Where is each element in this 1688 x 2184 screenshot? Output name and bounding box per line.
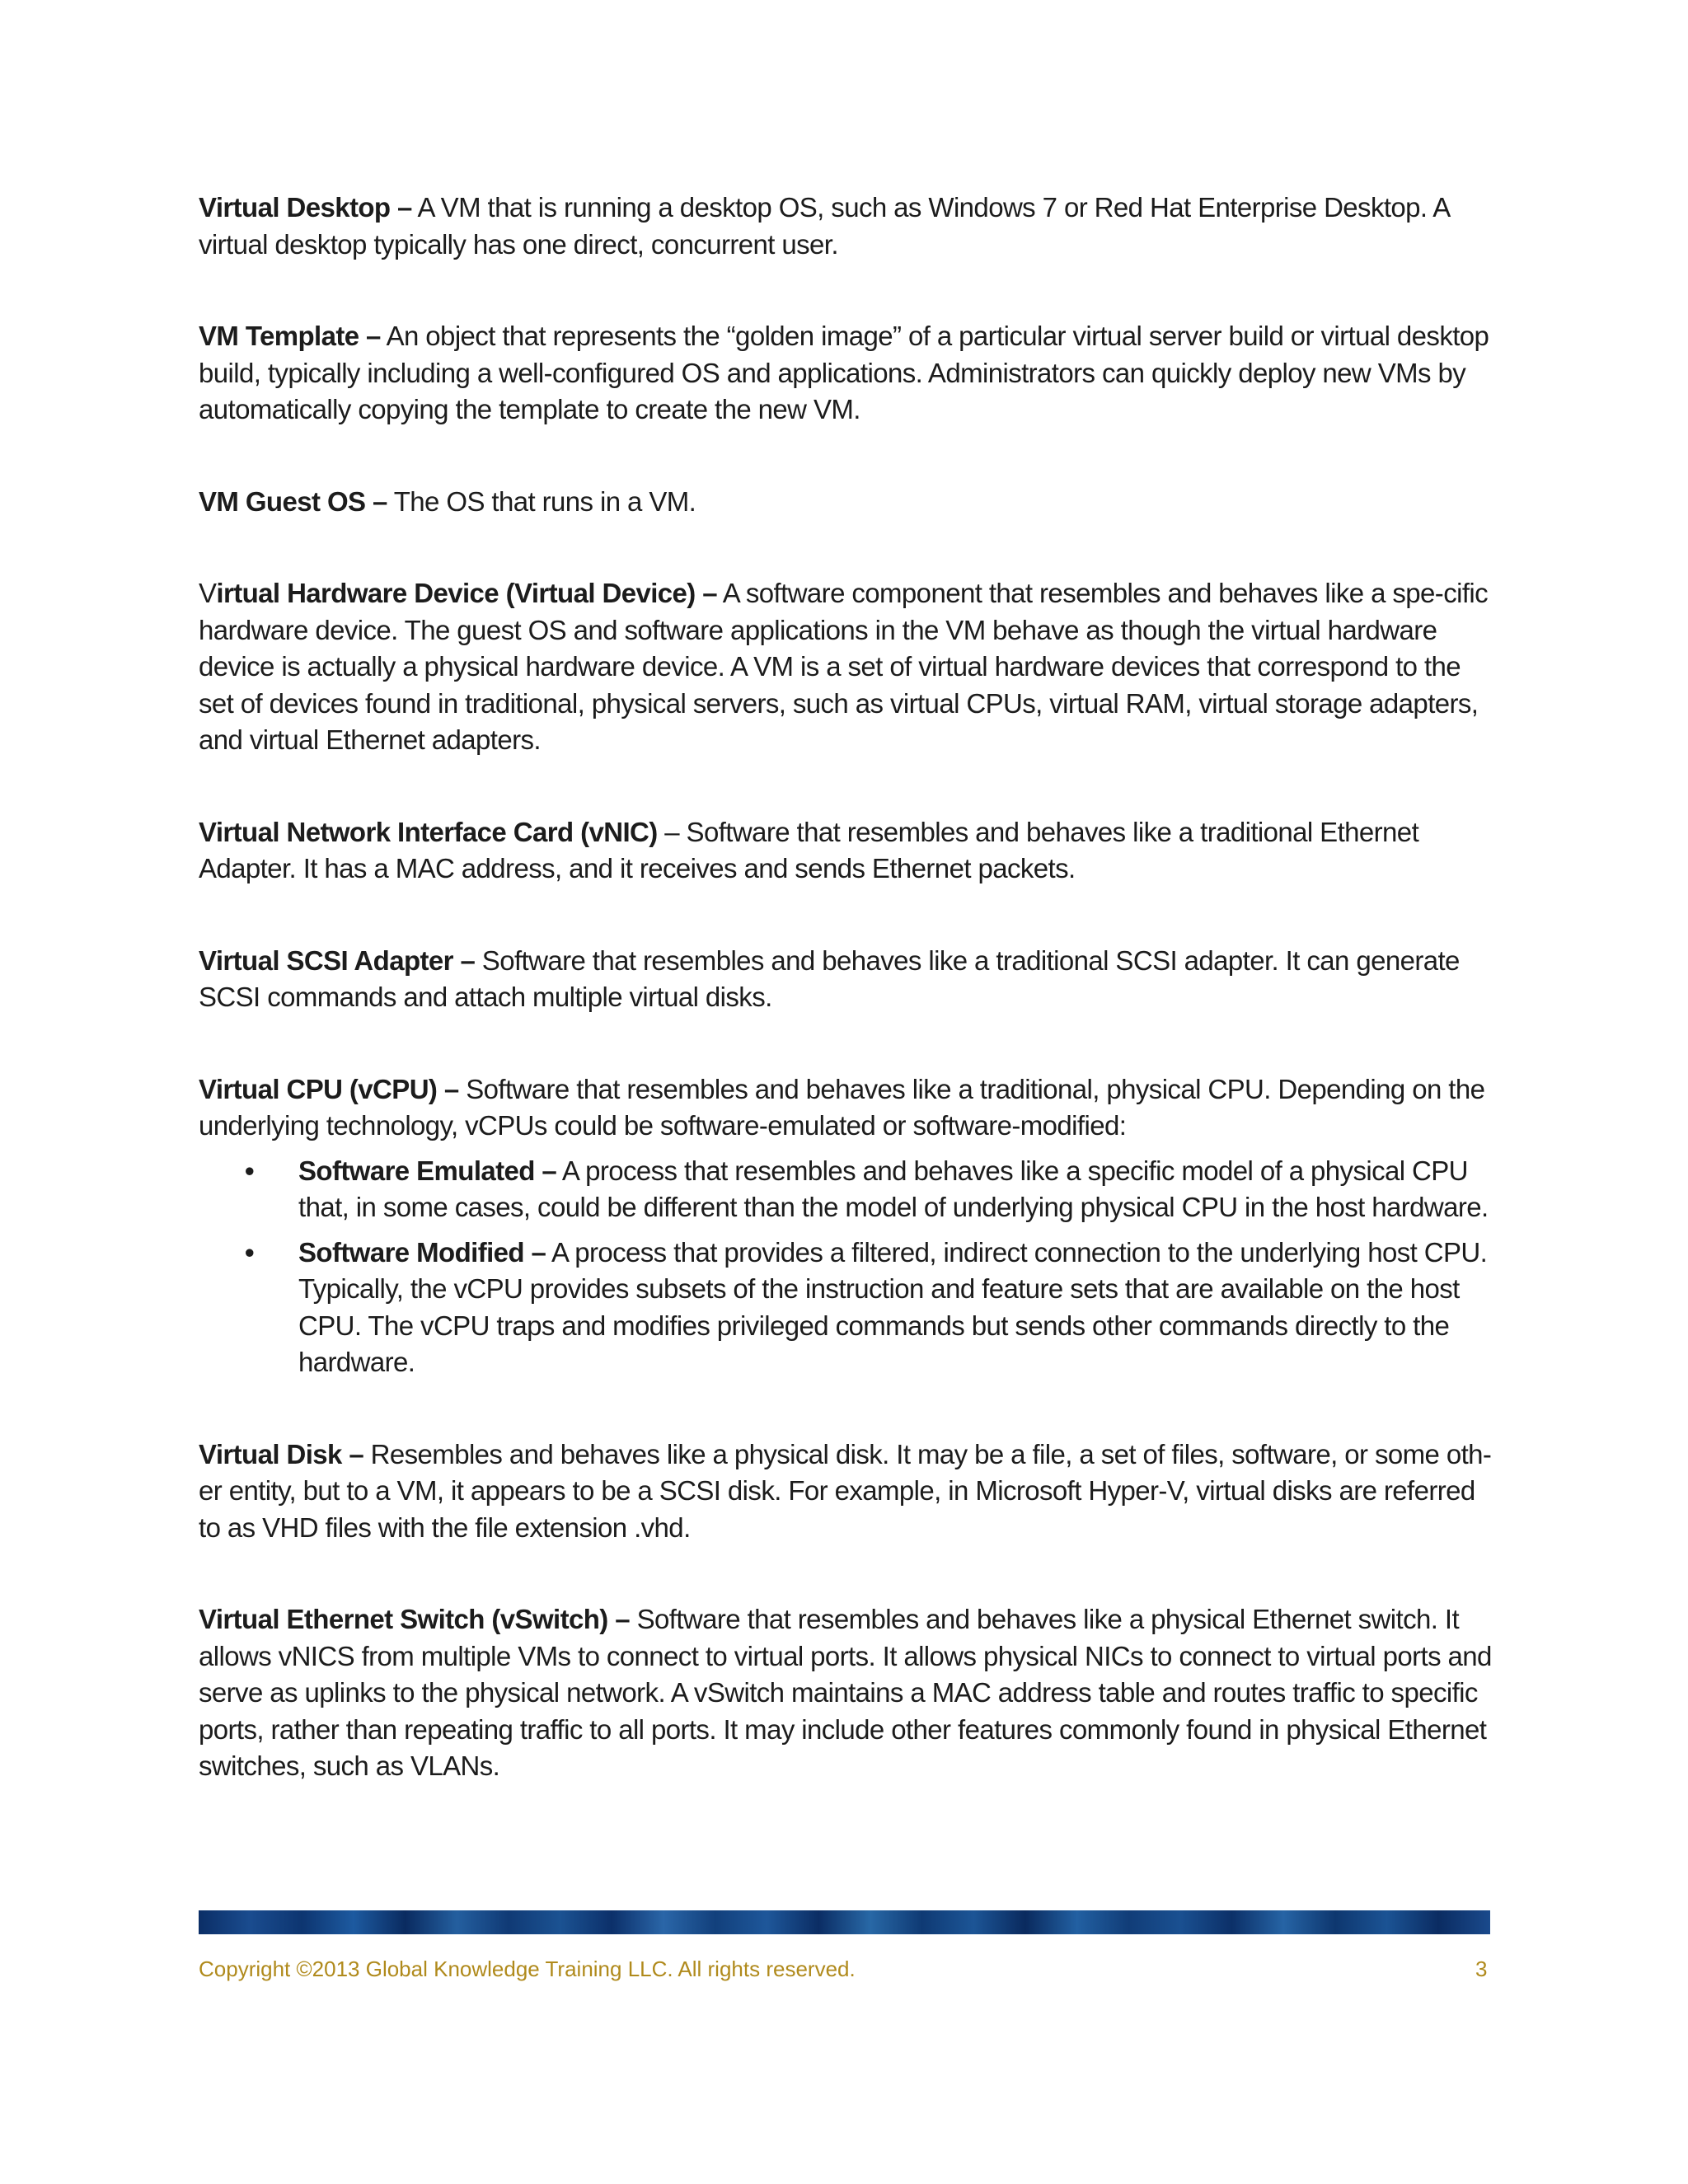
definition-text: Resembles and behaves like a physical disk. It may be a file, a set of files, software, or some oth-er entity, but to a VM, it appears to be a SCSI disk. For example, in Microsoft Hyper-V, virtual disks are referred to as VHD files with the file extension .vhd. (199, 1438, 1492, 1543)
definition-virtual-scsi-adapter (199, 943, 1494, 1016)
definition-text: – Software that resembles and behaves like a traditional Ethernet Adapter. It has a MAC address, and it receives and sends Ethernet packets. (199, 816, 1419, 883)
definition-term: VM Guest OS – (199, 485, 387, 517)
definition-term: Virtual Ethernet Switch (vSwitch) – (199, 1604, 631, 1634)
definition-text: A VM that is running a desktop OS, such as Windows 7 or Red Hat Enterprise Desktop. A virtual desktop typically has one direct, concurrent user. (199, 192, 1449, 260)
bullet-text: A process that resembles and behaves like a specific model of a physical CPU that, in some cases, could be different than the model of underlying physical CPU in the host hardware. (298, 1155, 1489, 1222)
bullet-icon: • (245, 1155, 254, 1186)
list-item (199, 1153, 1494, 1226)
definition-term: Virtual SCSI Adapter – (199, 944, 476, 976)
bullet-term: Software Emulated – (298, 1155, 557, 1186)
definition-virtual-hardware-device (199, 575, 1494, 759)
definition-vcpu (199, 1071, 1494, 1381)
definition-vm-guest-os (199, 484, 1494, 521)
document-body (199, 190, 1494, 1840)
bullet-term: Software Modified – (298, 1236, 546, 1268)
definition-text: Software that resembles and behaves like a physical Ethernet switch. It allows vNICS from multiple VMs to connect to virtual ports. It allows physical NICs to connect to virtual ports and serve as uplinks to the physical network. A vSwitch maintains a MAC address table and routes traffic to specific ports, rather than repeating traffic to all ports. It may include other features commonly found in physical Ethernet switches, such as VLANs. (199, 1604, 1492, 1781)
page-number: 3 (1475, 1957, 1488, 1981)
definition-term: irtual Hardware Device (Virtual Device) – (216, 578, 717, 608)
definition-term: Virtual CPU (vCPU) – (199, 1073, 459, 1104)
definition-vswitch (199, 1601, 1494, 1785)
bullet-text: A process that provides a filtered, indirect connection to the underlying host CPU. Typically, the vCPU provides subsets of the instruction and feature sets that are available on the host CPU. The vCPU traps and modifies privileged commands but sends other commands directly to the hardware. (298, 1236, 1488, 1377)
definition-term-prefix: V (199, 578, 217, 608)
definition-term: Virtual Disk – (199, 1438, 364, 1469)
definition-term: Virtual Network Interface Card (vNIC) (199, 816, 658, 847)
footer-divider-bar (199, 1910, 1490, 1934)
definition-vnic (199, 814, 1494, 888)
definition-vm-template (199, 318, 1494, 429)
definition-term: VM Template – (199, 321, 381, 351)
bullet-list (199, 1153, 1494, 1381)
footer-copyright: Copyright ©2013 Global Knowledge Training LLC. All rights reserved. (199, 1957, 856, 1981)
definition-term: Virtual Desktop – (199, 192, 412, 223)
definition-text: Software that resembles and behaves like a traditional SCSI adapter. It can generate SCSI commands and attach multiple virtual disks. (199, 944, 1460, 1012)
bullet-icon: • (245, 1236, 254, 1268)
definition-paragraph (199, 1071, 1494, 1145)
definition-text: Software that resembles and behaves like a traditional, physical CPU. Depending on the underlying technology, vCPUs could be software-emulated or software-modified: (199, 1073, 1485, 1141)
list-item (199, 1235, 1494, 1381)
definition-text: An object that represents the “golden image” of a particular virtual server build or virtual desktop build, typically including a well-configured OS and applications. Administrators can quickly deploy new VMs by automatically copying the template to create the new VM. (199, 321, 1489, 424)
definition-text: The OS that runs in a VM. (387, 485, 696, 517)
definition-text: A software component that resembles and behaves like a spe-cific hardware device. The guest OS and software applications in the VM behave as though the virtual hardware device is actually a physical hardware device. A VM is a set of virtual hardware devices that correspond to the set of devices found in traditional, physical servers, such as virtual CPUs, virtual RAM, virtual storage adapters, and virtual Ethernet adapters. (199, 578, 1489, 755)
definition-virtual-disk (199, 1436, 1494, 1547)
definition-virtual-desktop (199, 190, 1494, 263)
